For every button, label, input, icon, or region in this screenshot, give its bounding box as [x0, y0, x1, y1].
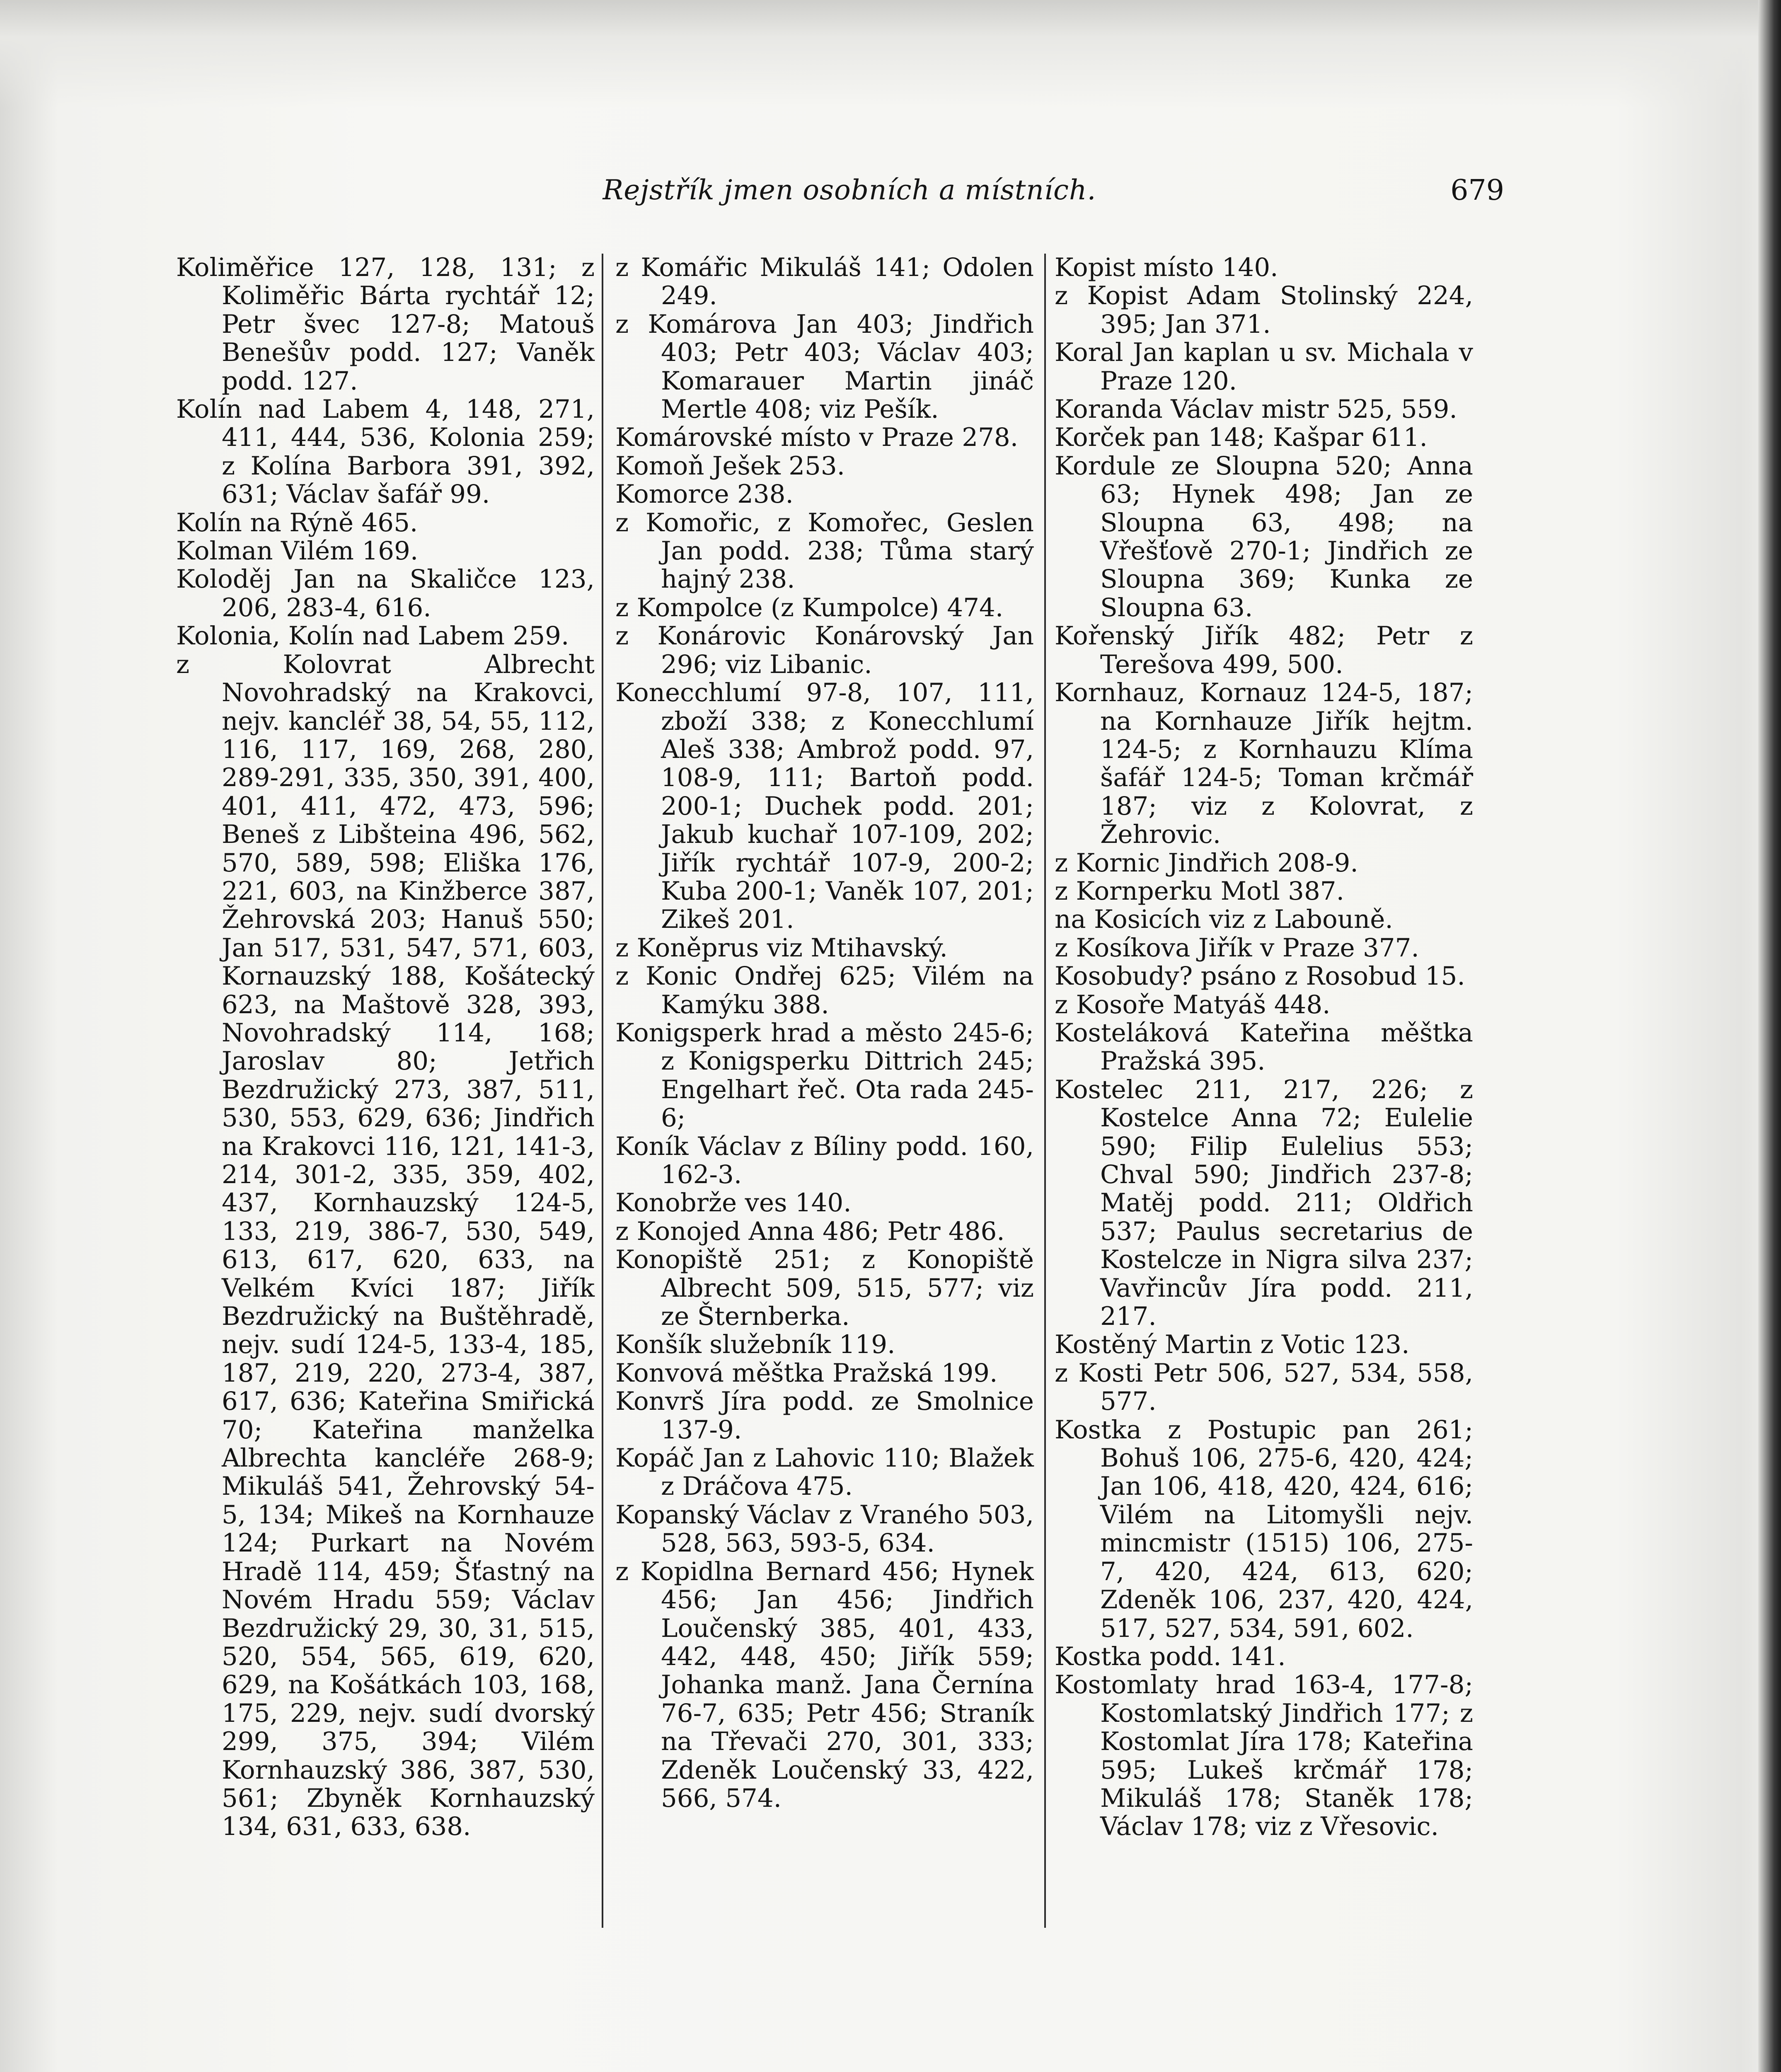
index-entry: z Koněprus viz Mtihavský.	[615, 933, 948, 963]
index-entry: Konobrže ves 140.	[615, 1188, 852, 1218]
index-entry: z Konic Ondřej 625; Vilém na Kamýku 388.	[615, 961, 1034, 1019]
index-entry: z Konojed Anna 486; Petr 486.	[615, 1216, 1005, 1246]
index-entry: Kolín na Rýně 465.	[176, 508, 418, 537]
index-column-2	[615, 254, 1034, 1813]
index-entry: z Kompolce (z Kumpolce) 474.	[615, 593, 1004, 622]
index-entry: Kostomlaty hrad 163-4, 177-8; Kostomlatský Jindřich 177; z Kostomlat Jíra 178; Kateřina 595; Lukeš krčmář 178; Mikuláš 178; Staněk 178; Václav 178; viz z Vřesovic.	[1055, 1670, 1473, 1842]
index-entry: Kostka podd. 141.	[1055, 1641, 1286, 1671]
index-entry: z Komářic Mikuláš 141; Odolen 249.	[615, 253, 1034, 311]
index-entry: Komorce 238.	[615, 479, 794, 509]
column-divider	[602, 254, 603, 1928]
index-entry: z Kosti Petr 506, 527, 534, 558, 577.	[1055, 1358, 1473, 1416]
index-entry: Komárovské místo v Praze 278.	[615, 423, 1019, 453]
index-entry: Koranda Václav mistr 525, 559.	[1055, 395, 1457, 424]
running-title: Rejstřík jmen osobních a místních.	[603, 174, 1096, 206]
index-entry: z Komořic, z Komořec, Geslen Jan podd. 238; Tůma starý hajný 238.	[615, 508, 1034, 594]
index-entry: Kostelec 211, 217, 226; z Kostelce Anna 72; Eulelie 590; Filip Eulelius 553; Chval 590; Jindřich 237-8; Matěj podd. 211; Oldřich 537; Paulus secretarius de Kostelcze in Nigra silva 237; Vavřincův Jíra podd. 211, 217.	[1055, 1075, 1473, 1331]
index-entry: Komoň Ješek 253.	[615, 451, 845, 481]
index-entry: Konvová měštka Pražská 199.	[615, 1358, 998, 1388]
index-column-3	[1055, 254, 1473, 1841]
scan-right-edge	[1758, 0, 1781, 2072]
index-entry: Konopiště 251; z Konopiště Albrecht 509, 515, 577; viz ze Šternberka.	[615, 1245, 1034, 1331]
index-entry: Kolman Vilém 169.	[176, 536, 419, 566]
index-entry: Kostka z Postupic pan 261; Bohuš 106, 275-6, 420, 424; Jan 106, 418, 420, 424, 616; Vilém na Litomyšli nejv. mincmistr (1515) 106, 275-7, 420, 424, 613, 620; Zdeněk 106, 237, 420, 424, 517, 527, 534, 591, 602.	[1055, 1415, 1473, 1643]
index-entry: Kosteláková Kateřina měštka Pražská 395.	[1055, 1018, 1473, 1076]
index-entry: Konigsperk hrad a město 245-6; z Konigsperku Dittrich 245; Engelhart řeč. Ota rada 245-6;	[615, 1018, 1034, 1133]
index-entry: Kopáč Jan z Lahovic 110; Blažek z Dráčova 475.	[615, 1443, 1034, 1501]
index-entry: z Kornperku Motl 387.	[1055, 876, 1344, 906]
index-entry: z Kopist Adam Stolinský 224, 395; Jan 371.	[1055, 281, 1473, 339]
index-entry: Kosobudy? psáno z Rosobud 15.	[1055, 961, 1465, 991]
index-entry: Koral Jan kaplan u sv. Michala v Praze 120.	[1055, 338, 1473, 396]
scan-top-shadow	[0, 0, 1781, 108]
index-entry: Konšík služebník 119.	[615, 1330, 895, 1360]
page-number: 679	[1450, 174, 1504, 207]
index-entry: Konvrš Jíra podd. ze Smolnice 137-9.	[615, 1387, 1034, 1445]
index-column-1	[176, 254, 595, 1841]
index-entry: Kořenský Jiřík 482; Petr z Terešova 499, 500.	[1055, 621, 1473, 679]
index-entry: z Kopidlna Bernard 456; Hynek 456; Jan 456; Jindřich Loučenský 385, 401, 433, 442, 448, 450; Jiřík 559; Johanka manž. Jana Černína 76-7, 635; Petr 456; Straník na Třevači 270, 301, 333; Zdeněk Loučenský 33, 422, 566, 574.	[615, 1556, 1034, 1813]
index-entry: z Konárovic Konárovský Jan 296; viz Libanic.	[615, 621, 1034, 679]
index-entry: z Kolovrat Albrecht Novohradský na Krakovci, nejv. kancléř 38, 54, 55, 112, 116, 117, 169, 268, 280, 289-291, 335, 350, 391, 400, 401, 411, 472, 473, 596; Beneš z Libšteina 496, 562, 570, 589, 598; Eliška 176, 221, 603, na Kinžberce 387, Žehrovská 203; Hanuš 550; Jan 517, 531, 547, 571, 603, Kornauzský 188, Košátecký 623, na Maštově 328, 393, Novohradský 114, 168; Jaroslav 80; Jetřich Bezdružický 273, 387, 511, 530, 553, 629, 636; Jindřich na Krakovci 116, 121, 141-3, 214, 301-2, 335, 359, 402, 437, Kornhauzský 124-5, 133, 219, 386-7, 530, 549, 613, 617, 620, 633, na Velkém Kvíci 187; Jiřík Bezdružický na Buštěhradě, nejv. sudí 124-5, 133-4, 185, 187, 219, 220, 273-4, 387, 617, 636; Kateřina Smiřická 70; Kateřina manželka Albrechta kancléře 268-9; Mikuláš 541, Žehrovský 54-5, 134; Mikeš na Kornhauze 124; Purkart na Novém Hradě 114, 459; Šťastný na Novém Hradu 559; Václav Bezdružický 29, 30, 31, 515, 520, 554, 565, 619, 620, 629, na Košátkách 103, 168, 175, 229, nejv. sudí dvorský 299, 375, 394; Vilém Kornhauzský 386, 387, 530, 561; Zbyněk Kornhauzský 134, 631, 633, 638.	[176, 649, 595, 1842]
index-entry: Kostěný Martin z Votic 123.	[1055, 1330, 1410, 1360]
index-entry: Kordule ze Sloupna 520; Anna 63; Hynek 498; Jan ze Sloupna 63, 498; na Vřešťově 270-1; Jindřich ze Sloupna 369; Kunka ze Sloupna 63.	[1055, 451, 1473, 622]
index-entry: Kopanský Václav z Vraného 503, 528, 563, 593-5, 634.	[615, 1500, 1034, 1558]
index-entry: Kolín nad Labem 4, 148, 271, 411, 444, 536, Kolonia 259; z Kolína Barbora 391, 392, 631; Václav šafář 99.	[176, 395, 595, 509]
index-entry: z Kosíkova Jiřík v Praze 377.	[1055, 933, 1419, 963]
index-entry: Korček pan 148; Kašpar 611.	[1055, 423, 1428, 453]
index-entry: Kopist místo 140.	[1055, 253, 1278, 282]
index-entry: Koloděj Jan na Skaličce 123, 206, 283-4, 616.	[176, 564, 595, 622]
index-entry: Koník Václav z Bíliny podd. 160, 162-3.	[615, 1131, 1034, 1189]
column-divider	[1044, 254, 1046, 1928]
index-entry: Konecchlumí 97-8, 107, 111, zboží 338; z Konecchlumí Aleš 338; Ambrož podd. 97, 108-9, 111; Bartoň podd. 200-1; Duchek podd. 201; Jakub kuchař 107-109, 202; Jiřík rychtář 107-9, 200-2; Kuba 200-1; Vaněk 107, 201; Zikeš 201.	[615, 678, 1034, 934]
index-entry: z Komárova Jan 403; Jindřich 403; Petr 403; Václav 403; Komarauer Martin jináč Mertle 408; viz Pešík.	[615, 309, 1034, 424]
index-entry: Koliměřice 127, 128, 131; z Koliměřic Bárta rychtář 12; Petr švec 127-8; Matouš Benešův podd. 127; Vaněk podd. 127.	[176, 253, 595, 396]
index-entry: Kolonia, Kolín nad Labem 259.	[176, 621, 569, 651]
index-entry: Kornhauz, Kornauz 124-5, 187; na Kornhauze Jiřík hejtm. 124-5; z Kornhauzu Klíma šafář 124-5; Toman krčmář 187; viz z Kolovrat, z Žehrovic.	[1055, 678, 1473, 850]
index-entry: z Kosoře Matyáš 448.	[1055, 990, 1331, 1019]
index-entry: na Kosicích viz z Labouně.	[1055, 905, 1393, 934]
index-entry: z Kornic Jindřich 208-9.	[1055, 848, 1358, 878]
